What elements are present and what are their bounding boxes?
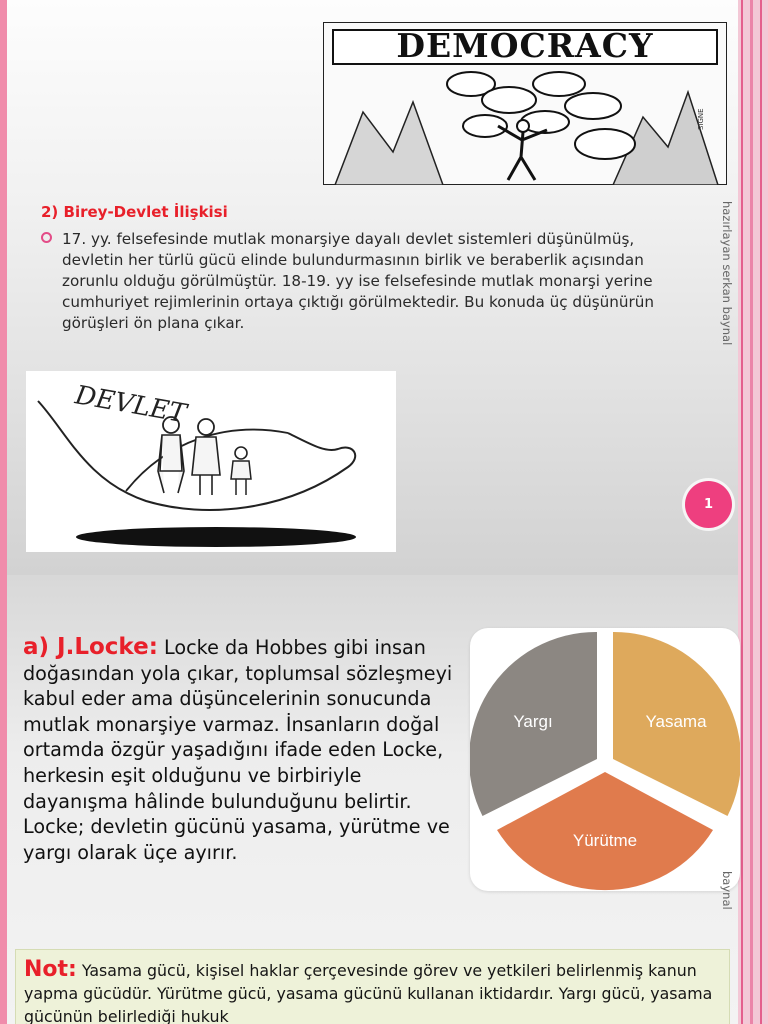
locke-body: Locke da Hobbes gibi insan doğasından yola çıkar, toplumsal sözleşmeyi kabul eder ama düşüncelerinin sonucunda mutlak monarşiye varmaz. İnsanların doğal ortamda özgür yaşadığını ifade eden Locke, herkesin eşit olduğunu ve birbiriyle dayanışma hâlinde bulunduğunu belirtir. Locke; devletin gücünü yasama, yürütme ve yargı olarak üçe ayırır. [23, 636, 453, 864]
note-heading: Not: [24, 957, 77, 982]
left-accent-border [0, 0, 7, 575]
section-heading: 2) Birey-Devlet İlişkisi [41, 203, 228, 221]
segment-label-yargi: Yargı [513, 712, 553, 731]
locke-heading: a) J.Locke: [23, 634, 158, 660]
locke-paragraph [23, 635, 453, 865]
democracy-cartoon [323, 22, 727, 185]
state-hand-illustration [26, 371, 396, 552]
bullet-text: 17. yy. felsefesinde mutlak monarşiye dayalı devlet sistemleri düşünülmüş, devletin her türlü gücü elinde bulundurmasının birlik ve beraberlik açısından zorunlu olduğu görülmüştür. 18-19. yy ise felsefesinde mutlak monarşi yerine cumhuriyet rejimlerinin ortaya çıktığı görülmektedir. Bu konuda üç düşünürün görüşleri ön plana çıkar. [62, 230, 654, 332]
page-number-badge: 1 [685, 481, 732, 528]
right-accent-border [738, 0, 768, 575]
left-accent-border [0, 575, 7, 1024]
note-paragraph [16, 950, 729, 1024]
bullet-ring-icon [41, 232, 52, 243]
artist-signature: SIGNE [697, 108, 705, 130]
democracy-artwork-text: DEMOCRACY [396, 26, 654, 65]
note-box [15, 949, 730, 1024]
devlet-artwork-text: DEVLET [72, 380, 189, 430]
segment-label-yurutme: Yürütme [572, 831, 638, 850]
slide-2 [0, 575, 768, 1024]
bullet-paragraph [41, 229, 691, 334]
side-credit: hazırlayan serkan baynal [720, 201, 734, 346]
powers-diagram [470, 628, 740, 891]
segment-label-yasama: Yasama [645, 712, 707, 731]
right-accent-border [738, 575, 768, 1024]
side-credit: baynal [720, 871, 734, 910]
note-text: Yasama gücü, kişisel haklar çerçevesinde görev ve yetkileri belirlenmiş kanun yapma gücüdür. Yürütme gücü, yasama gücünü kullanan iktidardır. Yargı gücü, yasama gücünün belirlediği hukuk [24, 961, 713, 1024]
